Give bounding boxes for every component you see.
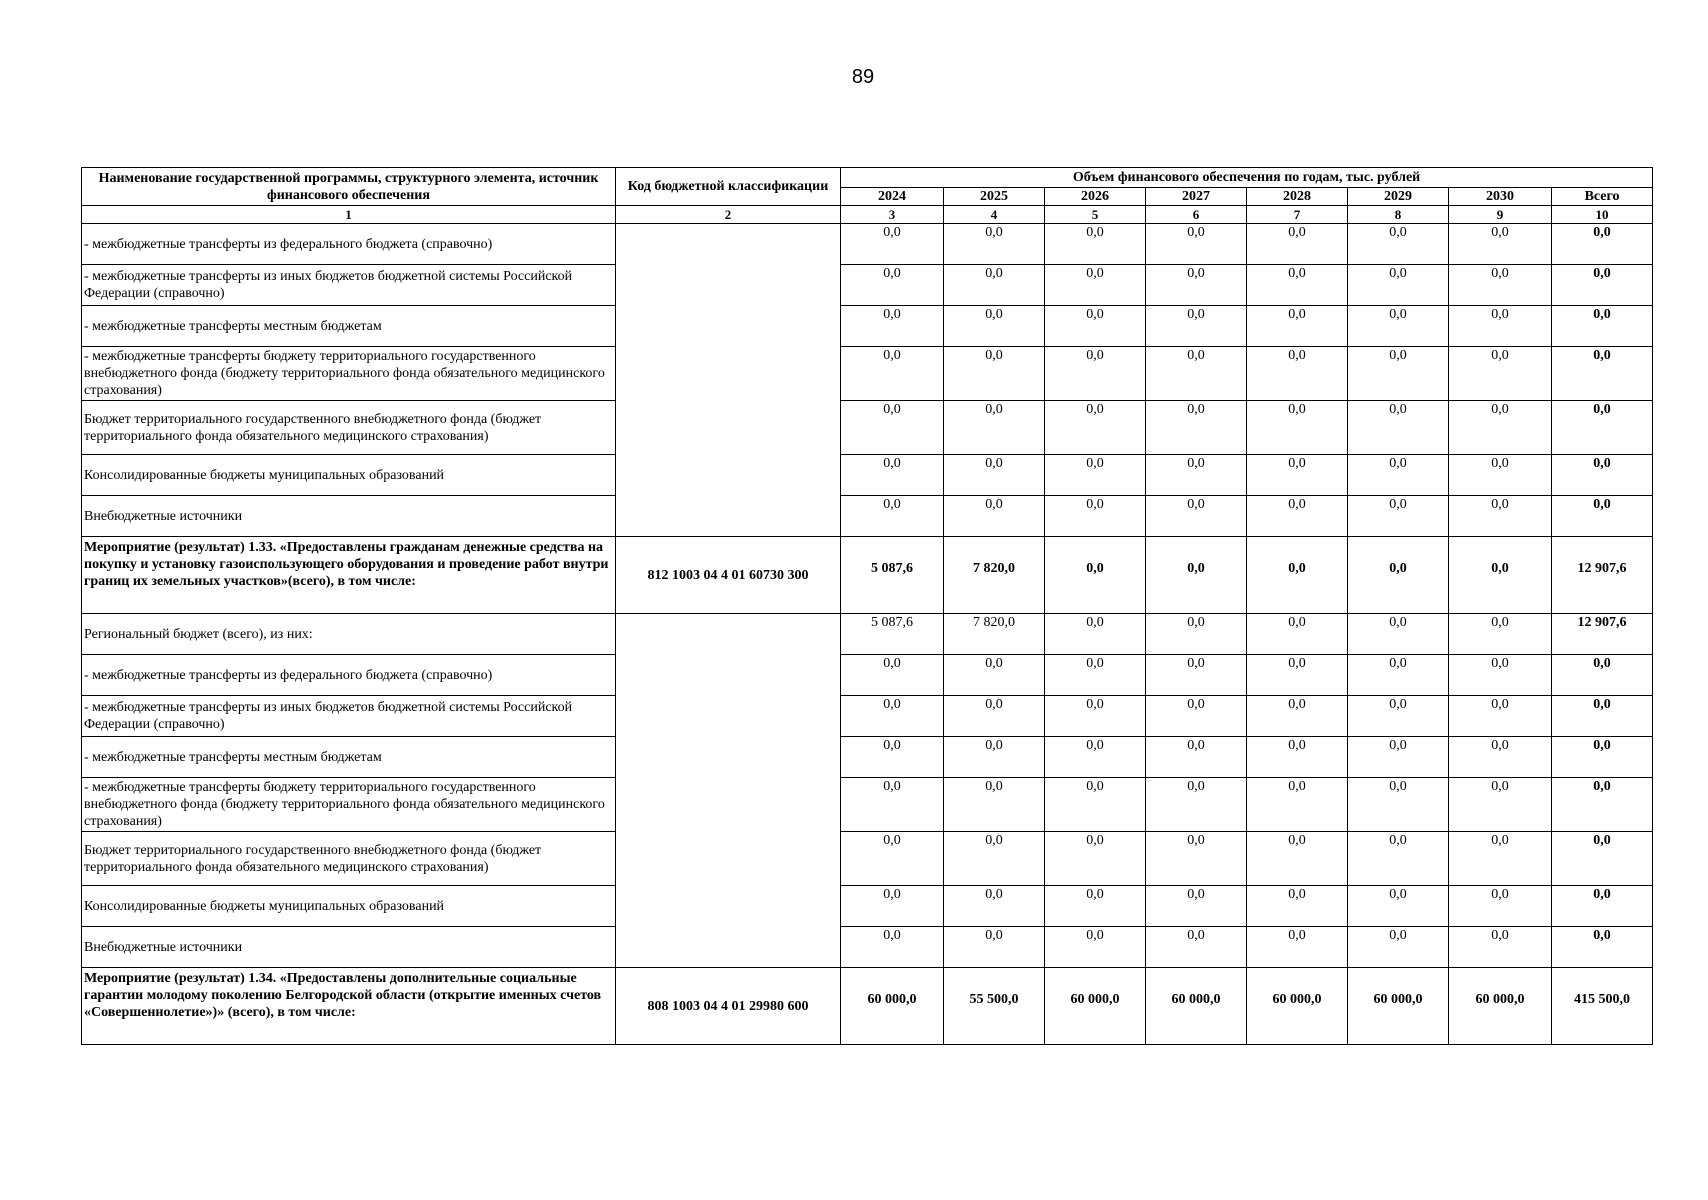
row-name: - межбюджетные трансферты бюджету территориального государственного внебюджетного фонда (бюджету территориального фонда обязательного медицинского страхования) — [82, 778, 616, 832]
row-value: 0,0 — [1247, 614, 1348, 655]
table-row — [82, 614, 1653, 655]
row-value: 0,0 — [841, 696, 944, 737]
header-year: 2025 — [944, 188, 1045, 206]
row-total: 0,0 — [1552, 737, 1653, 778]
row-value: 0,0 — [841, 401, 944, 455]
row-value: 0,0 — [1348, 224, 1449, 265]
row-value: 5 087,6 — [841, 537, 944, 614]
row-total: 415 500,0 — [1552, 968, 1653, 1045]
row-value: 0,0 — [1045, 886, 1146, 927]
row-value: 0,0 — [1146, 265, 1247, 306]
row-total: 0,0 — [1552, 832, 1653, 886]
table-row — [82, 696, 1653, 737]
row-value: 0,0 — [1348, 401, 1449, 455]
header-year: 2029 — [1348, 188, 1449, 206]
row-value: 0,0 — [1146, 347, 1247, 401]
row-value: 0,0 — [1449, 614, 1552, 655]
row-value: 0,0 — [841, 455, 944, 496]
row-value: 0,0 — [841, 224, 944, 265]
row-total: 12 907,6 — [1552, 537, 1653, 614]
header-year: 2030 — [1449, 188, 1552, 206]
row-value: 0,0 — [841, 655, 944, 696]
row-name: Бюджет территориального государственного внебюджетного фонда (бюджет территориального фонда обязательного медицинского страхования) — [82, 401, 616, 455]
row-value: 0,0 — [1045, 455, 1146, 496]
table-row — [82, 927, 1653, 968]
row-name: - межбюджетные трансферты местным бюджетам — [82, 306, 616, 347]
page-number: 89 — [851, 66, 875, 88]
row-total: 0,0 — [1552, 655, 1653, 696]
row-value: 0,0 — [1348, 778, 1449, 832]
table-row — [82, 306, 1653, 347]
column-number: 1 — [82, 206, 616, 224]
header-year: 2024 — [841, 188, 944, 206]
row-total: 0,0 — [1552, 306, 1653, 347]
row-value: 0,0 — [1449, 455, 1552, 496]
row-value: 0,0 — [1146, 886, 1247, 927]
row-value: 0,0 — [1146, 224, 1247, 265]
row-code: 808 1003 04 4 01 29980 600 — [616, 968, 841, 1045]
row-value: 0,0 — [1146, 927, 1247, 968]
row-value: 0,0 — [1045, 401, 1146, 455]
row-value: 0,0 — [944, 306, 1045, 347]
row-value: 0,0 — [1449, 927, 1552, 968]
row-value: 0,0 — [1247, 401, 1348, 455]
header-name: Наименование государственной программы, структурного элемента, источник финансового обеспечения — [82, 168, 616, 206]
row-value: 0,0 — [1045, 832, 1146, 886]
row-value: 0,0 — [1045, 537, 1146, 614]
row-value: 0,0 — [1449, 265, 1552, 306]
row-total: 0,0 — [1552, 401, 1653, 455]
row-value: 0,0 — [1045, 737, 1146, 778]
header-year: 2028 — [1247, 188, 1348, 206]
row-value: 0,0 — [1449, 655, 1552, 696]
row-value: 0,0 — [841, 347, 944, 401]
column-number: 5 — [1045, 206, 1146, 224]
row-value: 0,0 — [1449, 496, 1552, 537]
row-value: 0,0 — [1045, 496, 1146, 537]
table-row — [82, 496, 1653, 537]
header-year: 2026 — [1045, 188, 1146, 206]
row-value: 0,0 — [944, 832, 1045, 886]
header-total: Всего — [1552, 188, 1653, 206]
row-value: 0,0 — [1247, 306, 1348, 347]
row-value: 0,0 — [1045, 614, 1146, 655]
row-total: 0,0 — [1552, 265, 1653, 306]
header-year: 2027 — [1146, 188, 1247, 206]
row-value: 0,0 — [944, 455, 1045, 496]
row-value: 60 000,0 — [841, 968, 944, 1045]
table-row — [82, 886, 1653, 927]
table-row — [82, 737, 1653, 778]
column-number: 7 — [1247, 206, 1348, 224]
column-number: 6 — [1146, 206, 1247, 224]
row-name: Консолидированные бюджеты муниципальных образований — [82, 886, 616, 927]
row-value: 0,0 — [841, 927, 944, 968]
row-value: 0,0 — [944, 347, 1045, 401]
row-value: 0,0 — [944, 778, 1045, 832]
row-value: 0,0 — [1449, 224, 1552, 265]
row-value: 60 000,0 — [1146, 968, 1247, 1045]
row-value: 0,0 — [1045, 306, 1146, 347]
row-name: Мероприятие (результат) 1.34. «Предоставлены дополнительные социальные гарантии молодому поколению Белгородской области (открытие именных счетов «Совершеннолетие»)» (всего), в том числе: — [82, 968, 616, 1045]
row-total: 0,0 — [1552, 927, 1653, 968]
row-value: 0,0 — [841, 832, 944, 886]
row-value: 0,0 — [1247, 655, 1348, 696]
row-value: 0,0 — [841, 886, 944, 927]
row-value: 0,0 — [1449, 778, 1552, 832]
row-value: 0,0 — [1146, 696, 1247, 737]
row-name: - межбюджетные трансферты бюджету территориального государственного внебюджетного фонда (бюджету территориального фонда обязательного медицинского страхования) — [82, 347, 616, 401]
row-value: 0,0 — [1247, 455, 1348, 496]
table-row — [82, 778, 1653, 832]
row-value: 0,0 — [944, 737, 1045, 778]
row-value: 0,0 — [1348, 306, 1449, 347]
row-name: - межбюджетные трансферты из иных бюджетов бюджетной системы Российской Федерации (справочно) — [82, 265, 616, 306]
row-value: 0,0 — [1449, 737, 1552, 778]
row-value: 0,0 — [1348, 265, 1449, 306]
row-value: 0,0 — [1146, 737, 1247, 778]
row-value: 0,0 — [1247, 886, 1348, 927]
row-value: 7 820,0 — [944, 537, 1045, 614]
row-value: 0,0 — [944, 886, 1045, 927]
row-value: 0,0 — [1247, 737, 1348, 778]
table-row — [82, 537, 1653, 614]
row-value: 55 500,0 — [944, 968, 1045, 1045]
row-value: 0,0 — [1045, 347, 1146, 401]
column-number: 4 — [944, 206, 1045, 224]
row-value: 0,0 — [1348, 537, 1449, 614]
row-value: 0,0 — [1146, 655, 1247, 696]
row-value: 0,0 — [1449, 306, 1552, 347]
row-name: - межбюджетные трансферты из иных бюджетов бюджетной системы Российской Федерации (справочно) — [82, 696, 616, 737]
row-value: 0,0 — [1045, 224, 1146, 265]
row-value: 0,0 — [1247, 778, 1348, 832]
row-value: 0,0 — [1348, 696, 1449, 737]
row-value: 0,0 — [1348, 496, 1449, 537]
row-total: 0,0 — [1552, 778, 1653, 832]
column-number: 8 — [1348, 206, 1449, 224]
row-total: 0,0 — [1552, 347, 1653, 401]
row-total: 12 907,6 — [1552, 614, 1653, 655]
row-value: 0,0 — [944, 927, 1045, 968]
row-name: Бюджет территориального государственного внебюджетного фонда (бюджет территориального фонда обязательного медицинского страхования) — [82, 832, 616, 886]
row-value: 0,0 — [1146, 496, 1247, 537]
row-value: 0,0 — [944, 496, 1045, 537]
row-value: 0,0 — [1348, 347, 1449, 401]
row-value: 0,0 — [1247, 224, 1348, 265]
row-name: Региональный бюджет (всего), из них: — [82, 614, 616, 655]
row-total: 0,0 — [1552, 696, 1653, 737]
row-value: 0,0 — [944, 655, 1045, 696]
row-value: 0,0 — [1449, 401, 1552, 455]
row-value: 0,0 — [1348, 455, 1449, 496]
row-value: 0,0 — [1449, 886, 1552, 927]
row-value: 0,0 — [1146, 778, 1247, 832]
row-value: 5 087,6 — [841, 614, 944, 655]
row-value: 0,0 — [1449, 537, 1552, 614]
row-value: 0,0 — [1045, 927, 1146, 968]
row-value: 0,0 — [1348, 737, 1449, 778]
row-value: 0,0 — [1247, 496, 1348, 537]
table-row — [82, 265, 1653, 306]
row-code-empty — [616, 614, 841, 968]
column-number: 2 — [616, 206, 841, 224]
row-value: 0,0 — [1449, 832, 1552, 886]
row-value: 0,0 — [841, 737, 944, 778]
row-name: - межбюджетные трансферты из федерального бюджета (справочно) — [82, 224, 616, 265]
row-value: 0,0 — [1247, 537, 1348, 614]
row-value: 0,0 — [1146, 455, 1247, 496]
row-value: 60 000,0 — [1045, 968, 1146, 1045]
row-value: 0,0 — [1146, 401, 1247, 455]
financing-table — [81, 167, 1653, 1045]
row-value: 0,0 — [944, 401, 1045, 455]
row-value: 0,0 — [1247, 347, 1348, 401]
row-value: 0,0 — [1045, 655, 1146, 696]
row-name: Внебюджетные источники — [82, 927, 616, 968]
row-value: 0,0 — [1247, 265, 1348, 306]
row-value: 0,0 — [1045, 696, 1146, 737]
row-value: 0,0 — [841, 778, 944, 832]
row-value: 0,0 — [1348, 655, 1449, 696]
row-value: 0,0 — [1247, 696, 1348, 737]
row-value: 0,0 — [841, 306, 944, 347]
row-value: 60 000,0 — [1348, 968, 1449, 1045]
table-row — [82, 455, 1653, 496]
row-total: 0,0 — [1552, 455, 1653, 496]
row-value: 0,0 — [1146, 537, 1247, 614]
table-row — [82, 832, 1653, 886]
row-value: 0,0 — [1247, 927, 1348, 968]
column-number: 9 — [1449, 206, 1552, 224]
row-value: 0,0 — [1348, 886, 1449, 927]
row-value: 0,0 — [944, 696, 1045, 737]
row-value: 0,0 — [944, 265, 1045, 306]
row-value: 0,0 — [1348, 614, 1449, 655]
table-row — [82, 968, 1653, 1045]
row-name: Внебюджетные источники — [82, 496, 616, 537]
row-value: 0,0 — [1146, 614, 1247, 655]
header-volume: Объем финансового обеспечения по годам, тыс. рублей — [841, 168, 1653, 188]
row-value: 60 000,0 — [1247, 968, 1348, 1045]
row-value: 7 820,0 — [944, 614, 1045, 655]
row-value: 0,0 — [841, 496, 944, 537]
row-value: 0,0 — [1449, 347, 1552, 401]
row-name: Мероприятие (результат) 1.33. «Предоставлены гражданам денежные средства на покупку и установку газоиспользующего оборудования и проведение работ внутри границ их земельных участков»(всего), в том числе: — [82, 537, 616, 614]
row-total: 0,0 — [1552, 224, 1653, 265]
table-row — [82, 655, 1653, 696]
table-row — [82, 401, 1653, 455]
table-body — [82, 224, 1653, 1045]
row-value: 0,0 — [1348, 927, 1449, 968]
row-code: 812 1003 04 4 01 60730 300 — [616, 537, 841, 614]
row-total: 0,0 — [1552, 496, 1653, 537]
header-code: Код бюджетной классификации — [616, 168, 841, 206]
row-value: 0,0 — [841, 265, 944, 306]
row-value: 0,0 — [1247, 832, 1348, 886]
table-row — [82, 224, 1653, 265]
row-value: 0,0 — [1146, 306, 1247, 347]
row-total: 0,0 — [1552, 886, 1653, 927]
row-value: 0,0 — [1045, 265, 1146, 306]
row-code-empty — [616, 224, 841, 537]
row-value: 60 000,0 — [1449, 968, 1552, 1045]
row-name: - межбюджетные трансферты местным бюджетам — [82, 737, 616, 778]
row-value: 0,0 — [1449, 696, 1552, 737]
table-row — [82, 347, 1653, 401]
row-value: 0,0 — [1146, 832, 1247, 886]
row-value: 0,0 — [944, 224, 1045, 265]
column-number: 10 — [1552, 206, 1653, 224]
column-number: 3 — [841, 206, 944, 224]
row-name: Консолидированные бюджеты муниципальных образований — [82, 455, 616, 496]
row-value: 0,0 — [1348, 832, 1449, 886]
row-name: - межбюджетные трансферты из федерального бюджета (справочно) — [82, 655, 616, 696]
row-value: 0,0 — [1045, 778, 1146, 832]
